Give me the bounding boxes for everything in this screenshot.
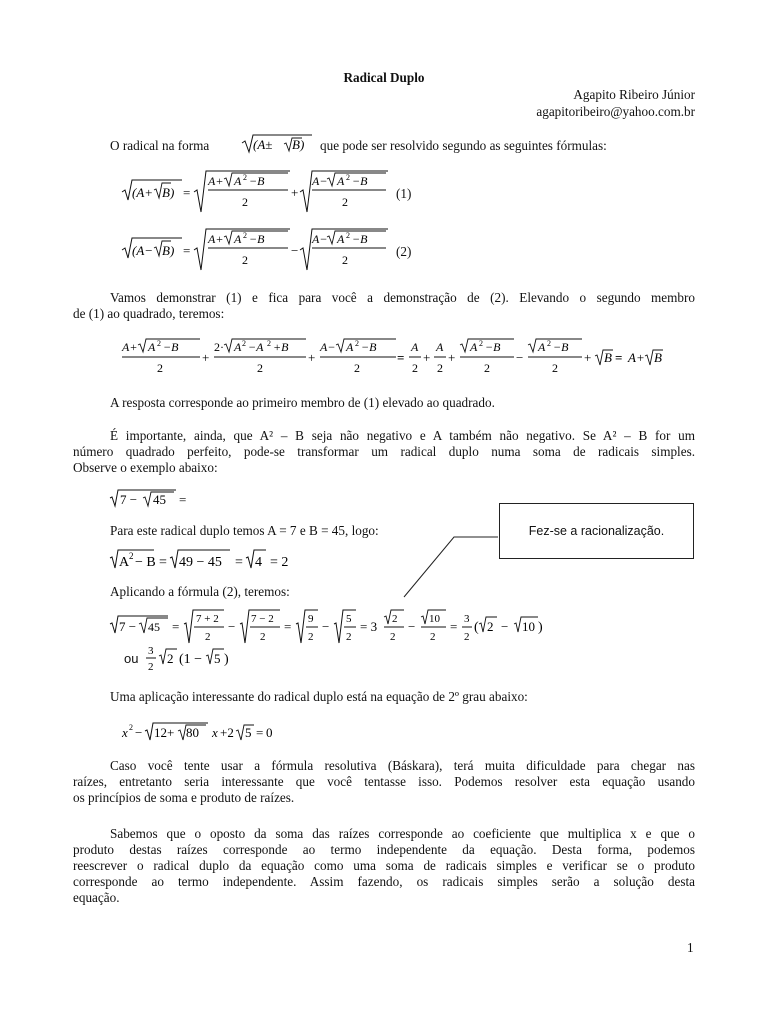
svg-text:A: A [337, 174, 345, 188]
svg-text:A: A [538, 340, 546, 354]
svg-text:10: 10 [522, 619, 535, 634]
svg-text:2: 2 [308, 631, 314, 643]
svg-text:A+: A+ [122, 340, 138, 354]
svg-text:2: 2 [390, 631, 396, 643]
svg-text:A−: A− [312, 232, 328, 246]
svg-text:2: 2 [464, 631, 470, 643]
case-line-1: Caso você tente usar a fórmula resolutiva (Báskara), terá muita dificuldade para chegar nas [110, 758, 695, 773]
equation-number-1: (1) [396, 186, 412, 201]
callout-pointer [400, 535, 500, 600]
svg-text:7 −: 7 − [119, 619, 137, 634]
demo-line-1: Vamos demonstrar (1) e fica para você a demonstração de (2). Elevando o segundo membro [110, 290, 695, 305]
svg-text:=: = [397, 350, 405, 365]
svg-text:A: A [411, 340, 419, 354]
page-title: Radical Duplo [343, 70, 425, 85]
svg-text:A−: A− [320, 340, 336, 354]
page-number: 1 [687, 940, 694, 955]
svg-text:−B: −B [352, 174, 368, 188]
svg-text:−B: −B [249, 174, 265, 188]
svg-text:2: 2 [346, 231, 350, 240]
svg-text:A: A [346, 340, 354, 354]
svg-text:−: − [228, 619, 236, 634]
svg-text:2: 2 [552, 361, 558, 375]
svg-text:=: = [615, 350, 623, 365]
know-line-5: equação. [73, 890, 120, 905]
svg-text:2: 2 [342, 253, 348, 267]
svg-text:=: = [284, 619, 292, 634]
callout-box [499, 503, 694, 559]
svg-text:2: 2 [242, 195, 248, 209]
svg-text:−B: −B [249, 232, 265, 246]
svg-text:B): B) [292, 137, 305, 152]
svg-text:=: = [159, 555, 167, 570]
author-email: agapitoribeiro@yahoo.com.br [536, 104, 695, 119]
svg-text:80: 80 [186, 725, 199, 740]
svg-text:A: A [234, 174, 242, 188]
svg-text:45: 45 [153, 492, 166, 507]
equation-number-2: (2) [396, 244, 412, 259]
svg-text:7 + 2: 7 + 2 [196, 613, 219, 625]
svg-text:2: 2 [479, 339, 483, 348]
svg-text:(: ( [474, 620, 479, 635]
svg-text:=: = [450, 619, 458, 634]
svg-text:−B: −B [361, 340, 377, 354]
svg-text:+: + [202, 350, 210, 365]
svg-text:A: A [436, 340, 444, 354]
svg-text:2: 2 [148, 661, 154, 673]
svg-text:2: 2 [267, 339, 271, 348]
svg-text:+: + [308, 350, 316, 365]
case-line-2: raízes, entretanto seria interessante que você tentasse isso. Podemos resolver esta equação usando [73, 774, 695, 789]
svg-text:A: A [234, 340, 242, 354]
example-radical [108, 486, 198, 510]
svg-text:5: 5 [214, 651, 221, 666]
svg-text:2: 2 [430, 631, 436, 643]
svg-text:A+: A+ [628, 350, 645, 365]
svg-text:2: 2 [487, 619, 494, 634]
svg-text:+B: +B [273, 340, 289, 354]
svg-text:2: 2 [243, 173, 247, 182]
svg-text:−B: −B [163, 340, 179, 354]
svg-text:−: − [408, 619, 416, 634]
svg-text:− B: − B [135, 555, 156, 570]
svg-text:4: 4 [255, 555, 262, 570]
svg-text:3: 3 [464, 613, 470, 625]
application-text: Uma aplicação interessante do radical duplo está na equação de 2º grau abaixo: [110, 689, 528, 704]
response-text: A resposta corresponde ao primeiro membro de (1) elevado ao quadrado. [110, 395, 495, 410]
svg-text:5: 5 [346, 613, 352, 625]
author-name: Agapito Ribeiro Júnior [573, 87, 695, 102]
svg-text:7 − 2: 7 − 2 [251, 613, 274, 625]
demonstration-equation [120, 335, 680, 377]
svg-text:−: − [135, 725, 143, 740]
svg-text:2: 2 [129, 551, 134, 561]
svg-text:12+: 12+ [154, 725, 175, 740]
svg-text:3: 3 [148, 645, 154, 657]
demo-line-2: de (1) ao quadrado, teremos: [73, 306, 225, 321]
svg-text:2: 2 [243, 231, 247, 240]
callout-text: Fez-se a racionalização. [528, 524, 665, 538]
svg-text:2: 2 [257, 361, 263, 375]
svg-text:2·: 2· [214, 340, 224, 354]
svg-text:= 2: = 2 [270, 555, 289, 570]
svg-text:A: A [337, 232, 345, 246]
svg-text:+: + [291, 185, 299, 200]
svg-text:2: 2 [355, 339, 359, 348]
svg-text:−A: −A [248, 340, 264, 354]
svg-text:2: 2 [392, 613, 398, 625]
svg-text:45: 45 [148, 620, 160, 634]
svg-text:−B: −B [485, 340, 501, 354]
svg-text:2: 2 [346, 173, 350, 182]
example-for-this: Para este radical duplo temos A = 7 e B = 45, logo: [110, 523, 379, 538]
quadratic-equation [120, 718, 300, 744]
svg-text:): ) [538, 620, 543, 635]
svg-text:10: 10 [429, 613, 440, 625]
svg-text:=: = [235, 555, 243, 570]
or-label: ou [124, 651, 139, 666]
svg-text:−B: −B [352, 232, 368, 246]
svg-text:+: + [584, 350, 592, 365]
svg-text:2: 2 [437, 361, 443, 375]
svg-text:2: 2 [354, 361, 360, 375]
svg-text:=: = [256, 725, 264, 740]
svg-text:5: 5 [245, 725, 252, 740]
alternative-form [146, 642, 246, 676]
svg-text:−: − [501, 619, 509, 634]
svg-text:(A−: (A− [132, 243, 154, 258]
important-line-2: número quadrado perfeito, pode-se transformar um radical duplo numa soma de radicais simples. [73, 444, 695, 459]
know-line-4: corresponde ao termo independente. Assim fazendo, os radicais simples serão a solução desta [73, 874, 695, 889]
svg-text:+: + [448, 350, 456, 365]
svg-text:B): B) [162, 243, 175, 258]
know-line-2: produto destas raízes corresponde ao termo independente da equação. Desta forma, podemos [73, 842, 695, 857]
svg-text:A: A [470, 340, 478, 354]
svg-text:A−: A− [312, 174, 328, 188]
svg-text:−B: −B [553, 340, 569, 354]
svg-text:A: A [234, 232, 242, 246]
intro-before: O radical na forma [110, 138, 210, 153]
svg-text:49 − 45: 49 − 45 [179, 555, 222, 570]
svg-text:7 −: 7 − [120, 492, 138, 507]
svg-text:2: 2 [157, 339, 161, 348]
svg-text:): ) [224, 652, 229, 667]
svg-text:−: − [291, 243, 299, 258]
intro-radical-formula [240, 132, 315, 156]
svg-text:A+: A+ [208, 232, 224, 246]
svg-text:2: 2 [167, 651, 174, 666]
know-line-1: Sabemos que o oposto da soma das raízes corresponde ao coeficiente que multiplica x e que o [110, 826, 695, 841]
svg-text:2: 2 [342, 195, 348, 209]
svg-text:2: 2 [129, 723, 133, 732]
svg-text:2: 2 [484, 361, 490, 375]
formula-2 [120, 228, 420, 276]
svg-text:A+: A+ [208, 174, 224, 188]
svg-text:0: 0 [266, 725, 273, 740]
svg-text:B): B) [162, 185, 175, 200]
svg-text:(1 −: (1 − [179, 652, 203, 667]
svg-text:A: A [148, 340, 156, 354]
important-line-1: É importante, ainda, que A² – B seja não negativo e A também não negativo. Se A² – B for um [110, 428, 695, 443]
intro-after: que pode ser resolvido segundo as seguintes fórmulas: [320, 138, 607, 153]
svg-text:−: − [516, 350, 524, 365]
svg-text:=: = [183, 243, 191, 258]
svg-text:9: 9 [308, 613, 314, 625]
know-line-3: reescrever o radical duplo da equação como uma soma de radicais simples e verificar se o produto [73, 858, 695, 873]
example-applying: Aplicando a fórmula (2), teremos: [110, 584, 290, 599]
svg-text:+: + [423, 350, 431, 365]
svg-text:B: B [604, 350, 612, 365]
svg-text:−: − [322, 619, 330, 634]
svg-text:2: 2 [346, 631, 352, 643]
svg-text:x: x [212, 725, 218, 740]
important-line-3: Observe o exemplo abaixo: [73, 460, 218, 475]
svg-text:=: = [179, 492, 187, 507]
example-discriminant [108, 546, 308, 572]
svg-text:B: B [654, 350, 662, 365]
svg-text:2: 2 [242, 253, 248, 267]
svg-text:(A±: (A± [253, 137, 273, 152]
svg-text:x: x [122, 725, 128, 740]
svg-text:=: = [183, 185, 191, 200]
svg-text:=: = [172, 619, 180, 634]
svg-text:A: A [119, 555, 130, 570]
svg-text:= 3: = 3 [360, 619, 378, 634]
svg-text:2: 2 [205, 631, 211, 643]
svg-text:2: 2 [547, 339, 551, 348]
case-line-3: os princípios de soma e produto de raízes. [73, 790, 295, 805]
svg-text:2: 2 [157, 361, 163, 375]
svg-text:2: 2 [260, 631, 266, 643]
svg-text:+2: +2 [220, 725, 234, 740]
svg-text:2: 2 [242, 339, 246, 348]
svg-text:2: 2 [412, 361, 418, 375]
formula-1 [120, 170, 420, 218]
svg-text:(A+: (A+ [132, 185, 154, 200]
